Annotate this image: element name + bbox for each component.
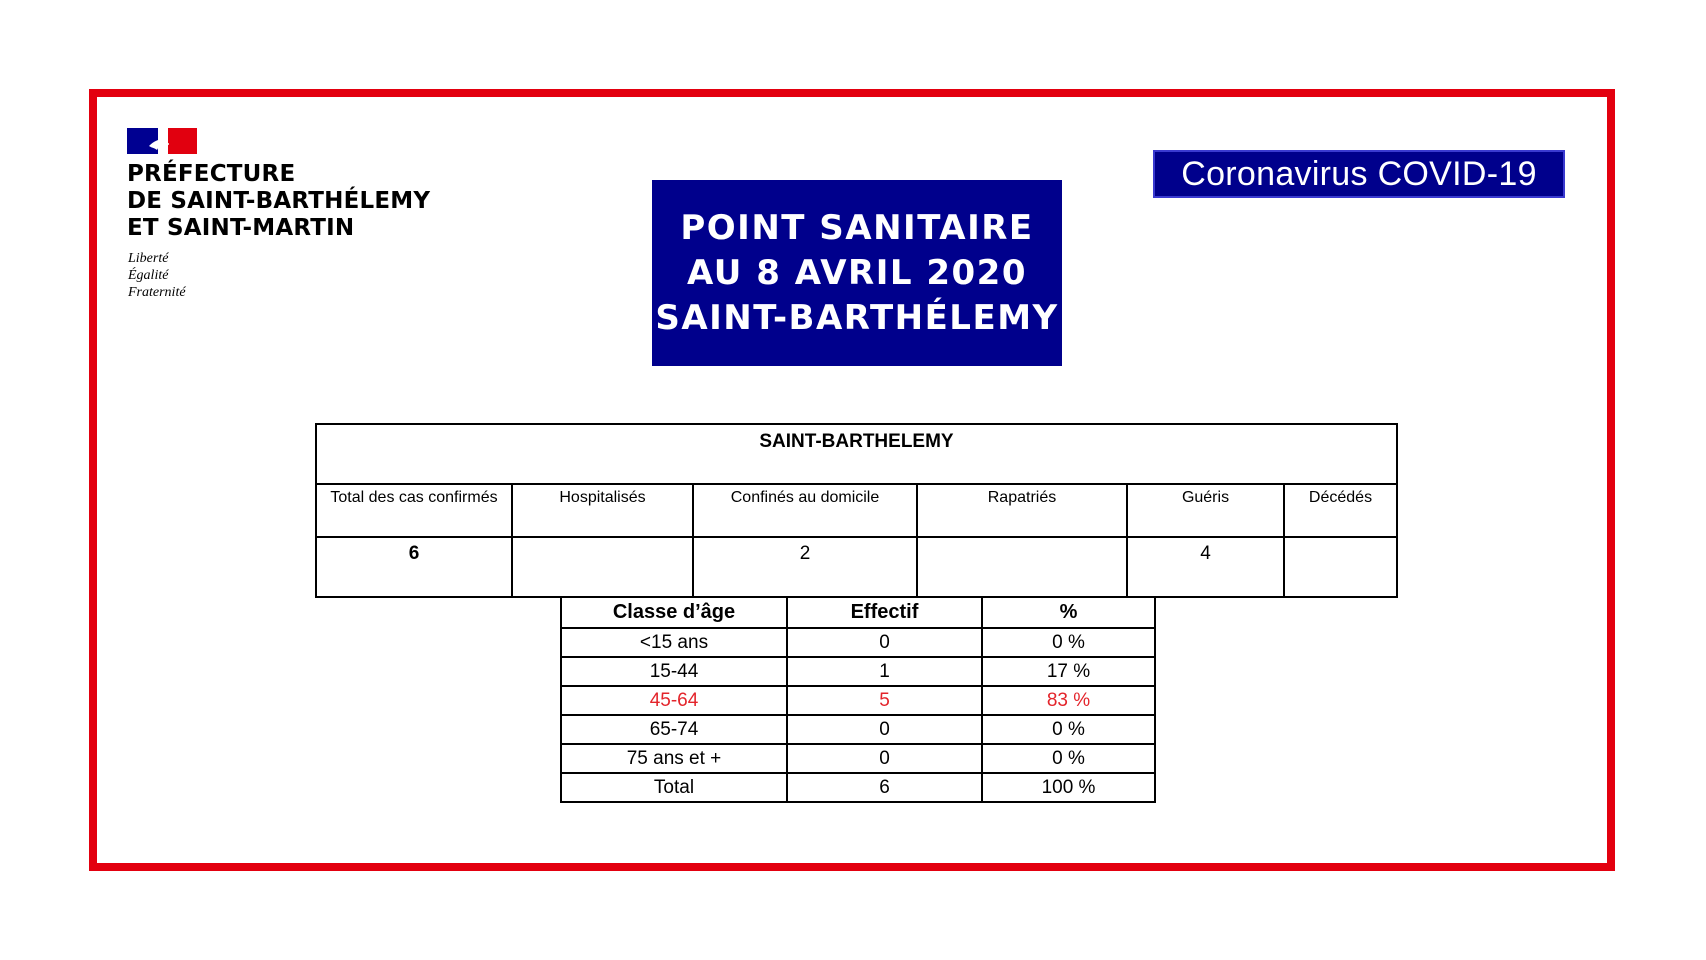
title-line: AU 8 AVRIL 2020	[687, 252, 1027, 293]
motto-line: Fraternité	[128, 285, 186, 300]
table-row	[561, 628, 1155, 657]
table-row	[561, 715, 1155, 744]
table-cell: 0 %	[982, 715, 1155, 744]
column-header: Total des cas confirmés	[316, 484, 512, 537]
title-line: POINT SANITAIRE	[680, 207, 1034, 248]
republic-motto	[128, 250, 186, 301]
cases-table	[315, 423, 1398, 598]
table-row-highlighted	[561, 686, 1155, 715]
column-header: %	[982, 597, 1155, 628]
marianne-logo-icon	[127, 128, 197, 154]
column-header: Confinés au domicile	[693, 484, 917, 537]
table-cell: Total	[561, 773, 787, 802]
column-header: Effectif	[787, 597, 982, 628]
column-header: Hospitalisés	[512, 484, 693, 537]
table-cell: 75 ans et +	[561, 744, 787, 773]
table-cell: <15 ans	[561, 628, 787, 657]
table-cell: 45-64	[561, 686, 787, 715]
table-cell: 4	[1127, 537, 1284, 597]
prefecture-title	[127, 161, 430, 242]
table-cell: 100 %	[982, 773, 1155, 802]
table-cell: 0 %	[982, 744, 1155, 773]
table-cell: 5	[787, 686, 982, 715]
motto-line: Égalité	[128, 268, 169, 283]
table-cell: 0 %	[982, 628, 1155, 657]
table-row-total	[561, 773, 1155, 802]
table-cell: 83 %	[982, 686, 1155, 715]
prefecture-line: DE SAINT-BARTHÉLEMY	[127, 188, 431, 214]
column-header: Décédés	[1284, 484, 1397, 537]
table-cell: 6	[787, 773, 982, 802]
table-cell: 6	[316, 537, 512, 597]
prefecture-line: ET SAINT-MARTIN	[127, 215, 355, 241]
table-cell: 0	[787, 628, 982, 657]
column-header: Guéris	[1127, 484, 1284, 537]
age-table	[560, 596, 1156, 803]
table-cell: 1	[787, 657, 982, 686]
table-cell: 15-44	[561, 657, 787, 686]
column-header: Rapatriés	[917, 484, 1127, 537]
prefecture-line: PRÉFECTURE	[127, 161, 296, 187]
table-cell: 2	[693, 537, 917, 597]
column-header: Classe d’âge	[561, 597, 787, 628]
table-cell	[917, 537, 1127, 597]
region-header: SAINT-BARTHELEMY	[316, 424, 1397, 484]
table-cell	[512, 537, 693, 597]
table-cell: 0	[787, 744, 982, 773]
table-cell: 65-74	[561, 715, 787, 744]
covid-banner: Coronavirus COVID-19	[1153, 150, 1565, 198]
table-header-row	[561, 597, 1155, 628]
table-cell	[1284, 537, 1397, 597]
table-row	[561, 657, 1155, 686]
table-cell: 0	[787, 715, 982, 744]
page-title	[652, 180, 1062, 366]
table-cell: 17 %	[982, 657, 1155, 686]
table-row	[561, 744, 1155, 773]
title-line: SAINT-BARTHÉLEMY	[655, 297, 1059, 338]
motto-line: Liberté	[128, 251, 169, 266]
